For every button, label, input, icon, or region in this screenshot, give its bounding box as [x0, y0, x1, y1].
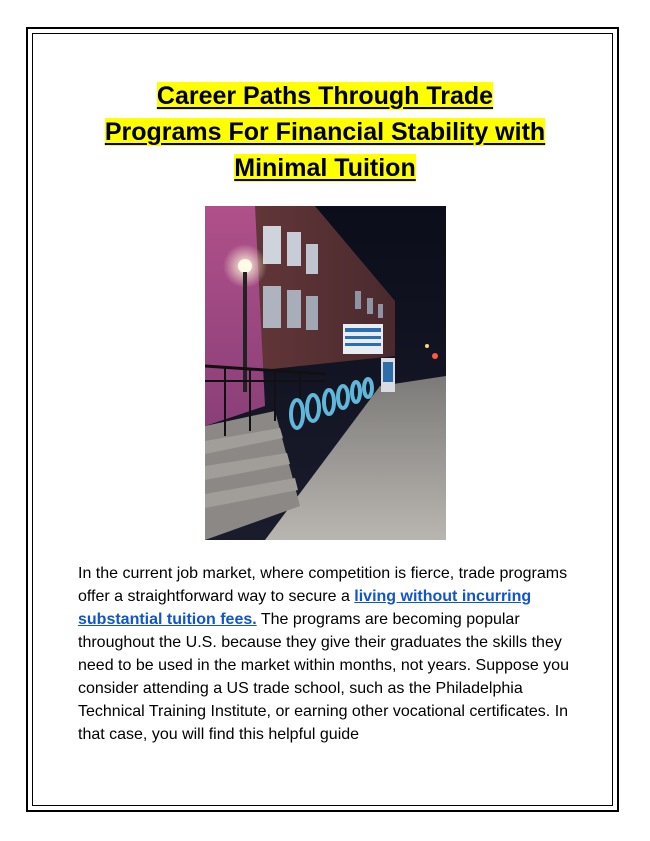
school-building-photo	[205, 206, 446, 540]
page-title	[0, 78, 650, 186]
title-line-1: Career Paths Through Trade	[156, 82, 494, 110]
title-line-2: Programs For Financial Stability with	[104, 118, 546, 146]
living-without-tuition-link[interactable]: living without incurring substantial tuition fees.	[78, 588, 532, 628]
intro-text-part-1: In the current job market, where competition is fierce, trade programs offer a straightforward way to secure a	[78, 565, 568, 605]
intro-paragraph	[78, 562, 578, 746]
title-line-3: Minimal Tuition	[234, 154, 416, 182]
intro-text-part-2: The programs are becoming popular throughout the U.S. because they give their graduates the skills they need to be used in the market within months, not years. Suppose you consider attending a US trade school, such as the Philadelphia Technical Training Institute, or earning other vocational certificates. In that case, you will find this helpful guide	[78, 611, 569, 743]
